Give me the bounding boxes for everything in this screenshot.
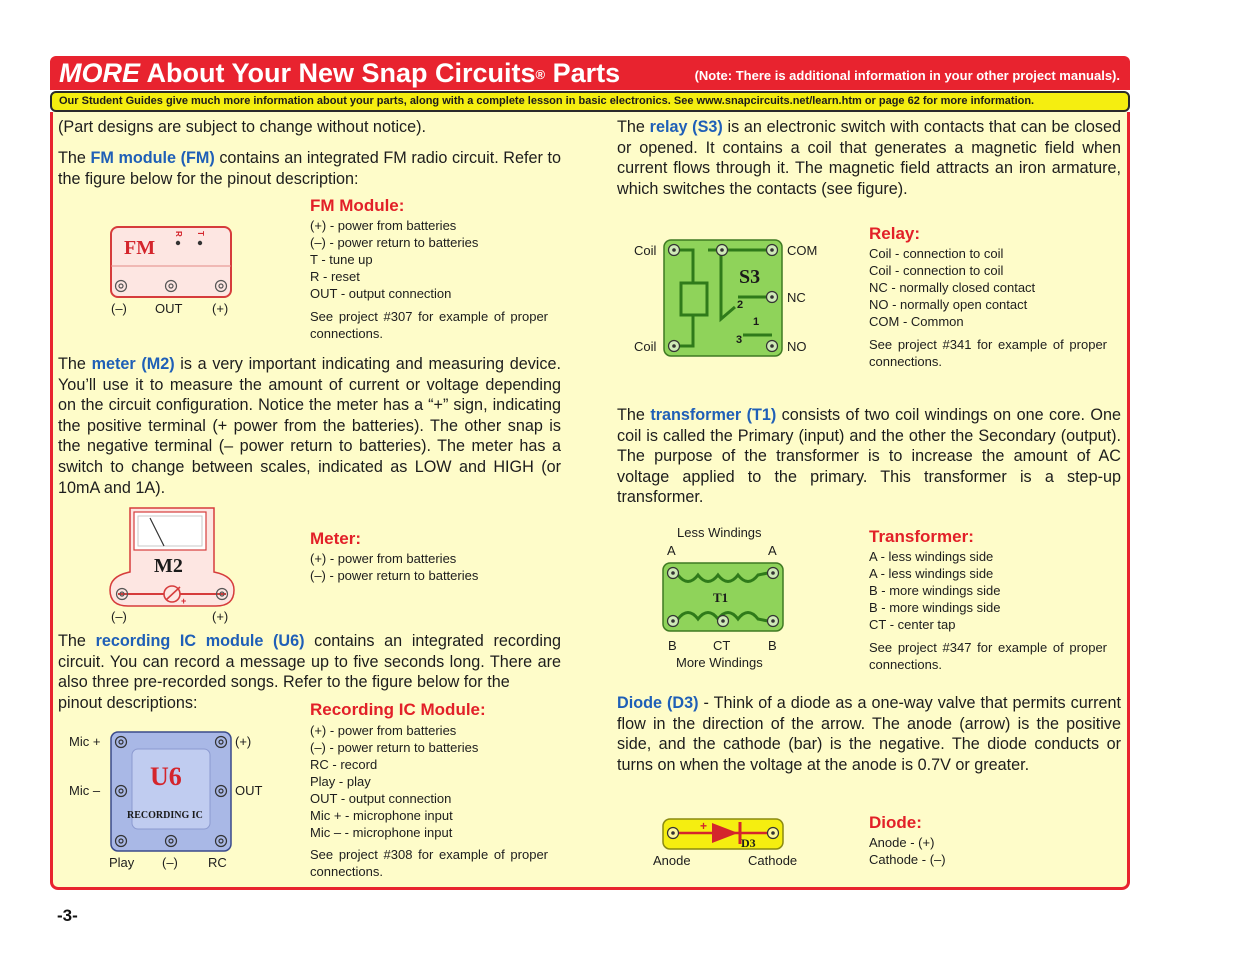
diode-paragraph — [617, 693, 1121, 775]
transformer-list-item: A - less windings side — [869, 566, 994, 581]
meter-box-title: Meter: — [310, 529, 362, 548]
transformer-box-title: Transformer: — [869, 527, 974, 546]
u6-list-item: (–) - power return to batteries — [310, 740, 479, 755]
u6-part-label: U6 — [150, 762, 182, 791]
relay-pin-list — [869, 245, 1035, 330]
registered-mark: ® — [535, 67, 546, 82]
diode-box-title: Diode: — [869, 813, 922, 832]
relay-list-item: NO - normally open contact — [869, 297, 1028, 312]
fm-list-item: R - reset — [310, 269, 360, 284]
u6-post: contains an integrated recording circuit. You can record a message up to five seconds long. There are also three pre-recorded songs. Refer to the figure below for the — [58, 632, 561, 692]
transformer-pin-ct: CT — [713, 638, 731, 653]
transformer-list-item: B - more windings side — [869, 600, 1001, 615]
u6-pin-rc: RC — [208, 855, 227, 870]
intro-text: (Part designs are subject to change without notice). — [58, 118, 427, 136]
u6-list-item: Mic – - microphone input — [310, 825, 453, 840]
relay-part-n1: 1 — [753, 316, 760, 328]
student-guide-banner: Our Student Guides give much more information about your parts, along with a complete lesson in basic electronics. See www.snapcircuits.net/learn.htm or page 62 for more information. — [50, 91, 1130, 112]
transformer-list-item: B - more windings side — [869, 583, 1001, 598]
diode-part-label: D3 — [741, 836, 756, 850]
u6-list-item: RC - record — [310, 757, 378, 772]
fm-pin-out: OUT — [155, 301, 183, 316]
transformer-pin-a2: A — [768, 543, 777, 558]
relay-pin-coil-bottom: Coil — [634, 339, 657, 354]
diode-pin-list — [869, 834, 946, 868]
fm-part-label: FM — [124, 237, 156, 259]
relay-list-item: COM - Common — [869, 314, 964, 329]
title-bar — [50, 56, 1130, 90]
diode-pin-cathode: Cathode — [748, 853, 798, 868]
relay-part — [663, 239, 783, 357]
u6-list-item: (+) - power from batteries — [310, 723, 457, 738]
meter-pre: The — [58, 355, 92, 373]
meter-part-plus: + — [181, 596, 187, 606]
relay-part-n2: 2 — [737, 299, 744, 311]
u6-list-item: Play - play — [310, 774, 371, 789]
relay-pin-coil-top: Coil — [634, 243, 657, 258]
diode-part-plus: + — [700, 819, 708, 833]
u6-pin-list — [310, 722, 478, 841]
diode-post: - Think of a diode as a one-way valve that permits current flow in the direction of the arrow. The anode (arrow) is the positive side, and the cathode (bar) is the negative. The diode conducts or turns on when the voltage at the anode is 0.7V or greater. — [617, 694, 1121, 774]
title-note: (Note: There is additional information in your other project manuals). — [694, 68, 1120, 83]
fm-module-part — [110, 226, 232, 298]
u6-paragraph — [58, 631, 561, 693]
fm-list-item: OUT - output connection — [310, 286, 452, 301]
fm-list-item: (–) - power return to batteries — [310, 235, 479, 250]
relay-highlight: relay (S3) — [649, 118, 723, 136]
u6-list-item: Mic + - microphone input — [310, 808, 453, 823]
transformer-less-windings: Less Windings — [677, 525, 762, 540]
meter-list-item: (+) - power from batteries — [310, 551, 457, 566]
transformer-paragraph — [617, 405, 1121, 508]
meter-part — [108, 506, 236, 608]
u6-pre: The — [58, 632, 96, 650]
transformer-pin-b1: B — [668, 638, 677, 653]
meter-list-item: (–) - power return to batteries — [310, 568, 479, 583]
diode-pin-anode: Anode — [653, 853, 691, 868]
transformer-more-windings: More Windings — [676, 655, 763, 670]
fm-pin-list — [310, 217, 478, 302]
fm-post: contains an integrated FM radio circuit. Refer to the figure below for the pinout description: — [58, 149, 561, 188]
title-rest: About Your New Snap Circuits — [140, 58, 536, 88]
relay-pin-com: COM — [787, 243, 818, 258]
diode-highlight: Diode (D3) — [617, 694, 699, 712]
title-parts: Parts — [545, 58, 621, 88]
relay-pin-no: NO — [787, 339, 807, 354]
fm-list-item: (+) - power from batteries — [310, 218, 457, 233]
relay-part-label: S3 — [739, 266, 761, 288]
diode-list-item: Anode - (+) — [869, 835, 935, 850]
page-number: -3- — [57, 906, 78, 925]
fm-pre: The — [58, 149, 91, 167]
u6-box-title: Recording IC Module: — [310, 700, 486, 719]
fm-paragraph — [58, 148, 561, 189]
fm-pin-plus: (+) — [212, 301, 229, 316]
u6-part-sub: RECORDING IC — [127, 810, 203, 821]
relay-list-item: Coil - connection to coil — [869, 246, 1004, 261]
transformer-part — [662, 562, 784, 632]
transformer-part-label: T1 — [713, 590, 729, 605]
diode-part — [662, 818, 784, 850]
meter-highlight: meter (M2) — [91, 355, 175, 373]
relay-box-title: Relay: — [869, 224, 921, 243]
relay-part-n3: 3 — [736, 334, 743, 346]
meter-part-label: M2 — [154, 555, 183, 577]
meter-pin-plus: (+) — [212, 609, 229, 624]
relay-see-project: See project #341 for example of proper connections. — [869, 337, 1107, 369]
relay-list-item: Coil - connection to coil — [869, 263, 1004, 278]
recording-ic-part — [110, 731, 232, 853]
transformer-list-item: CT - center tap — [869, 617, 956, 632]
relay-pin-nc: NC — [787, 290, 806, 305]
relay-post: is an electronic switch with contacts that can be closed or opened. It contains a coil that generates a magnetic field when current flows through it. The magnetic field attracts an iron armature, which switches the contacts (see figure). — [617, 118, 1121, 198]
fm-box-title: FM Module: — [310, 196, 405, 215]
transformer-pre: The — [617, 406, 651, 424]
fm-pin-minus: (–) — [111, 301, 127, 316]
u6-highlight: recording IC module (U6) — [95, 632, 305, 650]
transformer-highlight: transformer (T1) — [650, 406, 777, 424]
u6-pin-plus: (+) — [235, 734, 252, 749]
fm-list-item: T - tune up — [310, 252, 373, 267]
relay-paragraph — [617, 117, 1121, 199]
u6-pin-mic-minus: Mic – — [69, 783, 101, 798]
fm-highlight: FM module (FM) — [90, 149, 215, 167]
meter-pin-minus: (–) — [111, 609, 127, 624]
page-title — [59, 56, 620, 90]
u6-tail: pinout descriptions: — [58, 694, 198, 712]
meter-paragraph — [58, 354, 561, 498]
meter-post: is a very important indicating and measuring device. You’ll use it to measure the amount of current or voltage depending on the circuit configuration. Notice the meter has a “+” sign, indicating the positive terminal (+ power from the batteries). The other snap is the negative terminal (– power return to batteries). The meter has a switch to change between scales, indicated as LOW and HIGH (or 10mA and 1A). — [58, 355, 561, 497]
fm-part-t: T — [196, 231, 205, 236]
transformer-pin-b2: B — [768, 638, 777, 653]
relay-list-item: NC - normally closed contact — [869, 280, 1036, 295]
u6-pin-play: Play — [109, 855, 135, 870]
fm-part-r: R — [174, 231, 183, 237]
u6-pin-out: OUT — [235, 783, 263, 798]
transformer-post: consists of two coil windings on one core. One coil is called the Primary (input) and the other the Secondary (output). The purpose of the transformer is to increase the amount of AC voltage applied to the primary. This transformer is a step-up transformer. — [617, 406, 1122, 507]
transformer-see-project: See project #347 for example of proper connections. — [869, 640, 1107, 672]
diode-list-item: Cathode - (–) — [869, 852, 946, 867]
u6-pin-mic-plus: Mic + — [69, 734, 101, 749]
meter-pin-list — [310, 550, 478, 584]
title-more: MORE — [59, 58, 140, 88]
fm-see-project: See project #307 for example of proper connections. — [310, 309, 548, 341]
u6-list-item: OUT - output connection — [310, 791, 452, 806]
transformer-pin-list — [869, 548, 1001, 633]
transformer-list-item: A - less windings side — [869, 549, 994, 564]
relay-pre: The — [617, 118, 650, 136]
u6-pin-minus: (–) — [162, 855, 178, 870]
transformer-pin-a1: A — [667, 543, 676, 558]
u6-see-project: See project #308 for example of proper connections. — [310, 847, 548, 879]
